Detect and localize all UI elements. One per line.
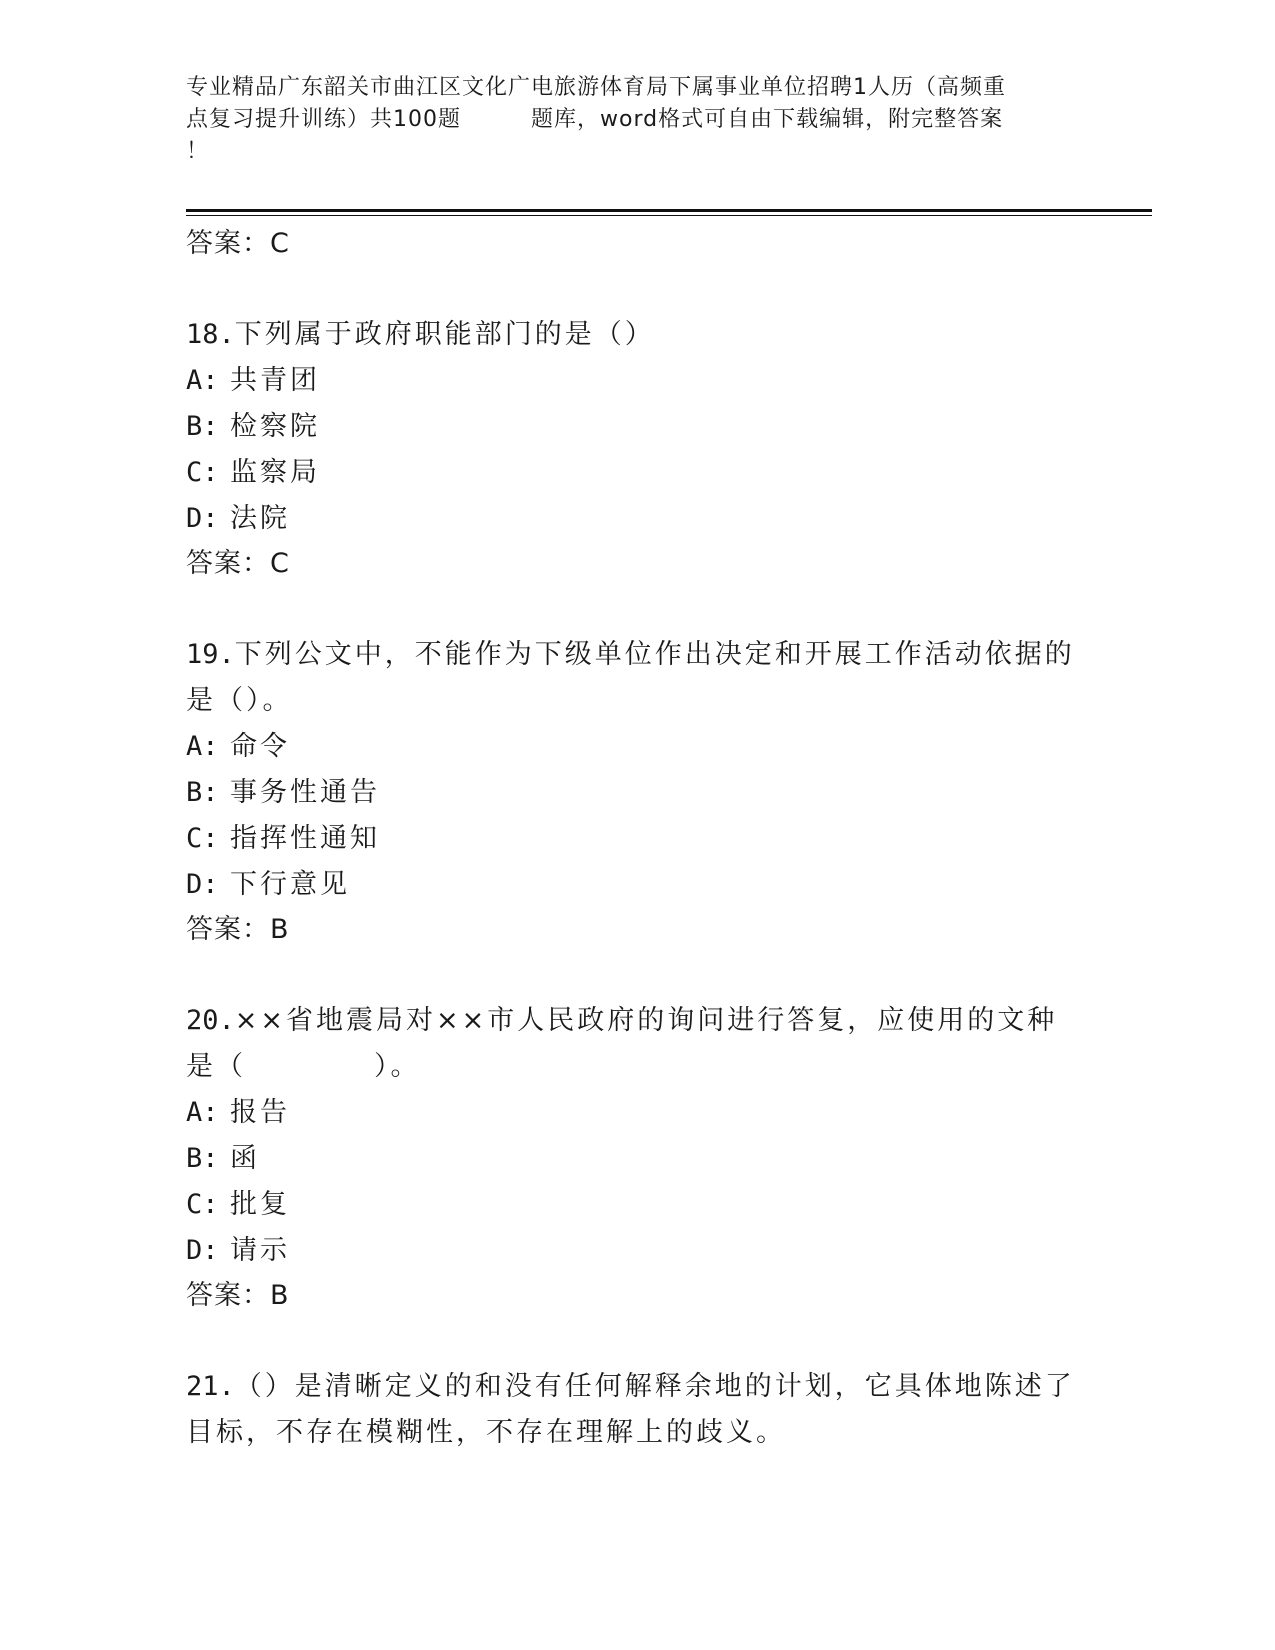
header-line-2-part-1: 点复习提升训练）共100题 — [186, 107, 461, 132]
option-c — [186, 1182, 1086, 1228]
answer-label: 答案： — [186, 548, 270, 579]
option-text: 请示 — [230, 1235, 290, 1266]
question-number: 20. — [186, 1005, 235, 1036]
option-d — [186, 1228, 1086, 1274]
header-line-3: ！ — [186, 139, 210, 164]
option-b — [186, 1136, 1086, 1182]
option-text: 报告 — [230, 1097, 290, 1128]
header-divider-thick — [186, 209, 1152, 212]
question-text — [186, 312, 1086, 358]
option-key: B: — [186, 411, 219, 442]
answer-19 — [186, 908, 1086, 952]
option-text: 法院 — [230, 503, 290, 534]
option-b — [186, 404, 1086, 450]
answer-value: C — [270, 228, 290, 259]
answer-label: 答案： — [186, 914, 270, 945]
option-c — [186, 450, 1086, 496]
header-line-1: 专业精品广东韶关市曲江区文化广电旅游体育局下属事业单位招聘1人历（高频重 — [186, 75, 1006, 100]
question-20 — [186, 998, 1086, 1318]
question-stem: ××省地震局对××市人民政府的询问进行答复，应使用的文种是（ — [186, 1005, 1058, 1082]
option-text: 监察局 — [230, 457, 320, 488]
option-key: D: — [186, 1235, 219, 1266]
option-key: D: — [186, 503, 219, 534]
answer-label: 答案： — [186, 1280, 270, 1311]
option-a — [186, 724, 1086, 770]
option-key: D: — [186, 869, 219, 900]
option-text: 事务性通告 — [230, 777, 380, 808]
option-key: B: — [186, 1143, 219, 1174]
option-text: 命令 — [230, 731, 290, 762]
question-number: 21. — [186, 1371, 235, 1402]
option-key: B: — [186, 777, 219, 808]
question-21 — [186, 1364, 1086, 1456]
question-text — [186, 632, 1086, 724]
header-line-2-part-2: 题库，word格式可自由下载编辑，附完整答案 — [531, 107, 1004, 132]
option-b — [186, 770, 1086, 816]
question-stem-end: ）。 — [374, 1051, 421, 1082]
question-number: 18. — [186, 319, 235, 350]
document-header — [186, 72, 1086, 168]
option-text: 检察院 — [230, 411, 320, 442]
previous-answer — [186, 222, 1086, 266]
answer-label: 答案： — [186, 228, 270, 259]
question-stem: 下列属于政府职能部门的是（） — [234, 319, 655, 350]
option-c — [186, 816, 1086, 862]
question-number: 19. — [186, 639, 235, 670]
option-d — [186, 862, 1086, 908]
option-a — [186, 1090, 1086, 1136]
option-a — [186, 358, 1086, 404]
question-stem: 下列公文中，不能作为下级单位作出决定和开展工作活动依据的是（）。 — [186, 639, 1075, 716]
option-d — [186, 496, 1086, 542]
option-text: 共青团 — [230, 365, 320, 396]
answer-18 — [186, 542, 1086, 586]
option-text: 指挥性通知 — [230, 823, 380, 854]
answer-value: B — [270, 1280, 290, 1311]
option-key: C: — [186, 457, 219, 488]
answer-value: B — [270, 914, 290, 945]
option-text: 批复 — [230, 1189, 290, 1220]
question-stem: （）是清晰定义的和没有任何解释余地的计划，它具体地陈述了目标，不存在模糊性，不存在理解上的歧义。 — [186, 1371, 1075, 1448]
question-text — [186, 1364, 1086, 1456]
header-divider-thin — [186, 215, 1152, 216]
option-key: C: — [186, 823, 219, 854]
option-key: A: — [186, 1097, 219, 1128]
question-list — [186, 222, 1086, 1456]
option-key: A: — [186, 731, 219, 762]
header-line-2 — [186, 104, 1086, 136]
answer-20 — [186, 1274, 1086, 1318]
option-key: A: — [186, 365, 219, 396]
question-text — [186, 998, 1086, 1090]
option-text: 下行意见 — [230, 869, 350, 900]
option-text: 函 — [230, 1143, 260, 1174]
answer-value: C — [270, 548, 290, 579]
question-19 — [186, 632, 1086, 952]
option-key: C: — [186, 1189, 219, 1220]
question-18 — [186, 312, 1086, 586]
